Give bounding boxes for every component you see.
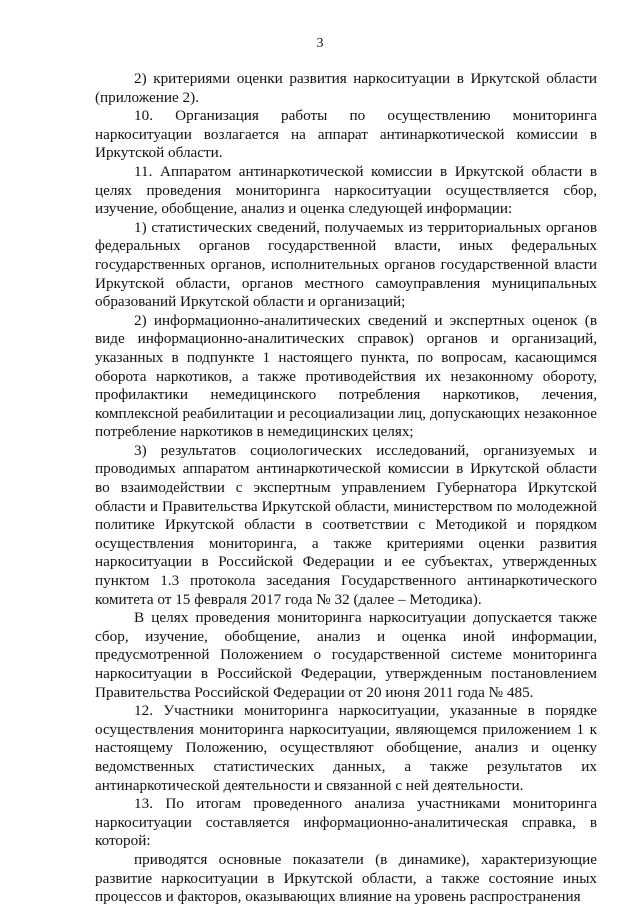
paragraph-item-13: 13. По итогам проведенного анализа участниками мониторинга наркоситуации составляется информационно-аналитическая справка, в которой: — [95, 795, 597, 850]
paragraph-item-12: 12. Участники мониторинга наркоситуации, указанные в порядке осуществления мониторинга наркоситуации, являющемся приложением 1 к настоящему Положению, осуществляют обобщение, анализ и оценку ведомственных статистических данных, а также результатов их антинаркотической деятельности и связанной с ней деятельности. — [95, 702, 597, 794]
paragraph-item-10: 10. Организация работы по осуществлению мониторинга наркоситуации возлагается на аппарат антинаркотической комиссии в Иркутской области. — [95, 107, 597, 162]
document-body — [95, 70, 597, 907]
paragraph-item-11: 11. Аппаратом антинаркотической комиссии в Иркутской области в целях проведения мониторинга наркоситуации осуществляется сбор, изучение, обобщение, анализ и оценка следующей информации: — [95, 162, 597, 218]
paragraph-indicators: приводятся основные показатели (в динамике), характеризующие развитие наркоситуации в Иркутской области, а также состояние иных процессов и факторов, оказывающих влияние на уровень распространения — [95, 850, 597, 906]
paragraph-other-information: В целях проведения мониторинга наркоситуации допускается также сбор, изучение, обобщение, анализ и оценка иной информации, предусмотренной Положением о государственной системе мониторинга наркоситуации в Российской Федерации, утвержденным постановлением Правительства Российской Федерации от 20 июня 2011 года № 485. — [95, 609, 597, 701]
page-number: 3 — [316, 36, 324, 51]
paragraph-subitem-2: 2) информационно-аналитических сведений и экспертных оценок (в виде информационно-аналитических справок) органов и организаций, указанных в подпункте 1 настоящего пункта, по вопросам, касающимся оборота наркотиков, а также противодействия их незаконному обороту, профилактики немедицинского потребления наркотиков, лечения, комплексной реабилитации и ресоциализации лиц, допускающих незаконное потребление наркотиков в немедицинских целях; — [95, 311, 597, 441]
paragraph-criteria: 2) критериями оценки развития наркоситуации в Иркутской области (приложение 2). — [95, 70, 597, 106]
paragraph-subitem-3: 3) результатов социологических исследований, организуемых и проводимых аппаратом антинаркотической комиссии в Иркутской области во взаимодействии с экспертным управлением Губернатора Иркутской области и Правительства Иркутской области, министерством по молодежной политике Иркутской области в соответствии с Методикой и порядком осуществления мониторинга, а также критериями оценки развития наркоситуации в Российской Федерации и ее субъектах, утвержденных пунктом 1.3 протокола заседания Государственного антинаркотического комитета от 15 февраля 2017 года № 32 (далее – Методика). — [95, 441, 597, 608]
paragraph-subitem-1: 1) статистических сведений, получаемых из территориальных органов федеральных органов государственной власти, иных федеральных государственных органов, исполнительных органов государственной власти Иркутской области, органов местного самоуправления муниципальных образований Иркутской области и организаций; — [95, 218, 597, 311]
